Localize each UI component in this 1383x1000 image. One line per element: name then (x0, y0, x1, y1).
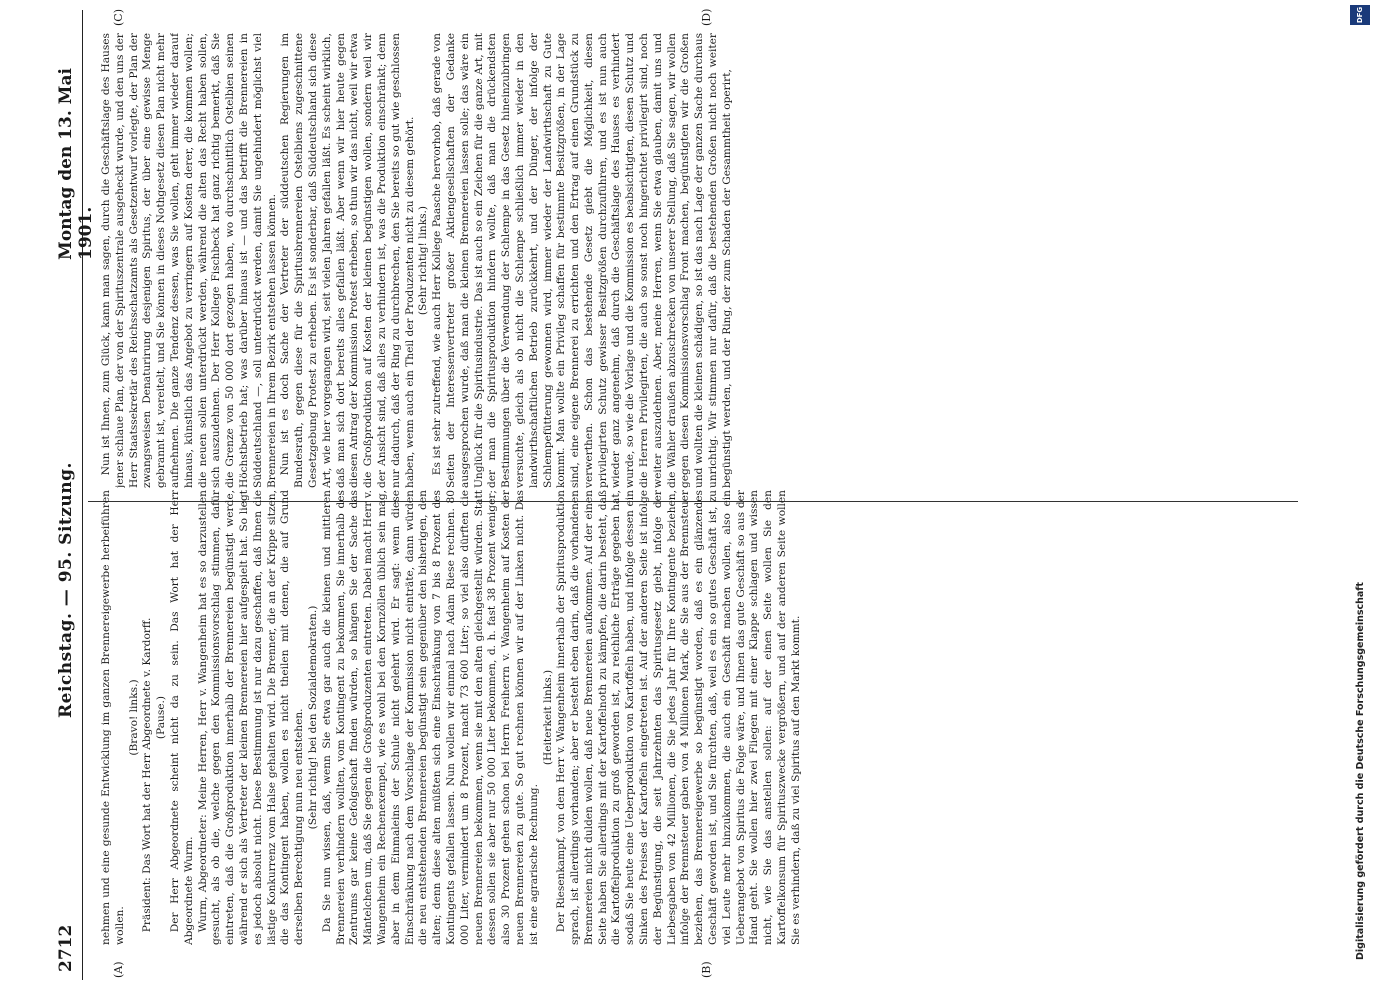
right-applause-1: (Sehr richtig! links.) (417, 205, 430, 316)
right-text-column (100, 33, 1335, 488)
digitization-credit: Digitalisierung gefördert durch die Deutsche Forschungsgemeinschaft (1355, 582, 1366, 960)
right-paragraph-3: Es ist sehr zutreffend, wie auch Herr Kollege Paasche hervorhob, daß gerade von Seiten der Interessenvertreter großer Aktiengesellschaften der Gedanke ausgesprochen wurde, daß man die kleinen Brennereien lassen solle; das wäre ein Unglück für die Spiritusindustrie. Das ist auch so ein Zeichen für die ganze Art, mit der man die Spiritusproduktion hindern wollte, daß man die drückendsten Bestimmungen über die Verwendung der Schlempe in das Gesetz hineinzubringen versuchte, gleich als ob nicht die Schlempe schließlich immer wieder in den landwirthschaftlichen Betrieb zurückkehrt, und der Dünger, der infolge der Schlempefütterung gewonnen wird, immer wieder der Landwirthschaft zu Gute kommt. Man wollte ein Privileg schaffen für bestimmte Besitzgrößen, in der Lage sind, eine eigene Brennerei zu errichten und den Ertrag auf einen Grundstück zu verwerthen. Schon das bestehende Gesetz giebt die Möglichkeit, diesen privilegirten Schutz gewisser Besitzgrößen durchzuführen, und es ist nun auch wieder ganz angenehm, daß durch die Geschäftslage des Hauses es verhindert wurde, so wie die Vorlage und die Kommission es beabsichtigten, diesen Schutz und die Herren Privilegirten, die auch so sonst noch hingerichtet privilegirt sind, noch weiter auszudehnen. Aber, meine Herren, wenn Sie etwa glauben, damit uns und die Wähler draußen abzuschrecken von unserer Stellung, daß Sie sagen, wir wollen gegen diesen Kommissionsvorschlag Front machen, begünstigten wir die Großen und wollten die kleinen schädigen, so ist das nach Lage der ganzen Sache durchaus unrichtig. Wir stimmen nur dafür, daß die bestehenden Großen nicht noch weiter begünstigt werden, und der Ring, der zum Schaden der Gesammtheit operirt, (431, 33, 733, 488)
page-header (52, 10, 96, 980)
left-paragraph-4: Wurm, Abgeordneter: Meine Herren, Herr v. Wangenheim hat es so darzustellen gesucht, als ob die, welche gegen den Kommissionsvorschlag stimmen, dafür eintreten, daß die Großproduktion innerhalb der Brennereien begünstigt werde, während er sich als Vertreter der kleinen Brennereien hier aufgespielt hat. So liegt es jedoch absolut nicht. Diese Bestimmung ist nur dazu geschaffen, daß Ihnen die lästige Konkurrenz vom Halse gehalten wird. Die Brenner, die an der Krippe sitzen, die das Kontingent haben, wollen es nicht theilen mit denen, die auf Grund derselben Berechtigung nun neu entstehen. (196, 490, 306, 945)
dfg-logo: DFG (1350, 5, 1370, 25)
left-paragraph-6: Der Riesenkampf, von dem Herr v. Wangenheim innerhalb der Spiritusproduktion sprach, ist allerdings vorhanden; aber er besteht eben darin, daß die vorhandenen Brennereien nicht dulden wollen, daß neue Brennereien aufkommen. Auf der einen Seite haben Sie allerdings mit der Kartoffelnoth zu kämpfen, die darin besteht, daß die Kartoffelproduktion zu groß geworden ist, zu reichliche Erträge gegeben hat, sodaß Sie heute eine Ueberproduktion von Kartoffeln haben, und infolge dessen ein Sinken des Preises der Kartoffeln eingetreten ist. Auf der anderen Seite ist infolge der Begünstigung, die seit Jahrzehnten das Spiritusgesetz giebt, infolge der Liebesgaben von 42 Millionen, die Sie jedes Jahr für Ihre Kontingente beziehen, infolge der Brennsteuer gaben von 4 Millionen Mark, die Sie aus der Brennsteuer beziehen, das Brennereigewerbe so begünstigt worden, daß es ein glänzendes Geschäft geworden ist, und Sie fürchten, daß, weil es ein so gutes Geschäft ist, zu viel Leute mehr hinzukommen, die auch ein Geschäft machen wollen, also ein Ueberangebot von Spiritus die Folge wäre, und Ihnen das gute Geschäft so aus der Hand geht. Sie wollen hier zwei Fliegen mit einer Klappe schlagen und wissen nicht, wie Sie das anstellen sollen: auf der einen Seite wollen Sie den Kartoffelkonsum für Spirituszwecke vergrößern, und auf der anderen Seite wollen Sie es verhindern, daß zu viel Spiritus auf den Markt kommt. (555, 490, 802, 945)
session-title: Reichstag. — 95. Sitzung. (56, 462, 76, 718)
left-paragraph-1: nehmen und eine gesunde Entwicklung im ganzen Brennereigewerbe herbeiführen wollen. (100, 490, 126, 945)
left-applause-1: (Bravo! links.) (127, 679, 140, 756)
left-laughter: (Heiterkeit links.) (541, 669, 554, 766)
margin-marker-c: (C) (112, 9, 125, 26)
margin-marker-b: (B) (700, 961, 713, 978)
margin-marker-a: (A) (112, 961, 125, 978)
page-number: 2712 (56, 924, 76, 972)
left-applause-2: (Sehr richtig! bei den Sozialdemokraten.) (306, 605, 319, 830)
left-text-column (100, 490, 1335, 945)
left-paragraph-3: Der Herr Abgeordnete scheint nicht da zu sein. Das Wort hat der Herr Abgeordnete Wurm. (168, 490, 195, 945)
right-paragraph-1: Nun ist Ihnen, zum Glück, kann man sagen, durch die Geschäftslage des Hauses jener schlaue Plan, der von der Spirituszentrale ausgeheckt wurde, und den uns der Herr Staatssekretär des Reichsschatzamts als Gesetzentwurf vorlegte, der Plan der zwangsweisen Denaturirung desjenigen Spiritus, der über eine gewisse Menge gebrannt ist, vereitelt, und Sie können in dieses Nothgesetz diesen Plan nicht mehr aufnehmen. Die ganze Tendenz dessen, was Sie wollen, geht immer wieder darauf hinaus, künstlich das Angebot zu verringern auf Kosten derer, die kommen wollen; die neuen sollen unterdrückt werden, während die alten das Recht haben sollen, sich auszudehnen. Der Herr Kollege Fischbeck hat ganz richtig bemerkt, daß Sie die Grenze von 50 000 dort gezogen haben, wo durchschnittlich Ostelbien seinen Höchstbetrieb hat; was darüber hinaus ist — und das betrifft die Brennereien in Süddeutschland —, soll unterdrückt werden, damit Sie ungehindert möglichst viel Brennereien in Ihrem Bezirk entstehen lassen können. (100, 33, 278, 488)
right-paragraph-2: Nun ist es doch Sache der Vertreter der süddeutschen Regierungen im Bundesrath, gegen diese für die Spiritusbrennereien Ostelbiens zugeschnittene Gesetzgebung Protest zu erheben. Es ist sonderbar, daß Süddeutschland sich diese Art, wie hier vorgegangen wird, seit vielen Jahren gefallen läßt. Es scheint wirklich, daß man sich dort bereits alles gefallen läßt. Aber wenn wir hier heute gegen diesen Antrag der Kommission Protest erheben, so thun wir das nicht, weil wir etwa die Großproduktion auf Kosten der kleinen begünstigen wollen, sondern weil wir der Ansicht sind, daß alles zu verhindern ist, was die Produktion einschränkt; denn nur dadurch, daß der Ring zu durchbrechen, den Sie bereits so gut wie geschlossen haben, wenn auch ein Theil der Produzenten nicht zu diesem gehört. (279, 33, 416, 488)
margin-marker-d: (D) (700, 8, 713, 26)
session-date: Montag den 13. Mai 1901. (56, 68, 96, 260)
left-pause: (Pause.) (155, 695, 168, 740)
left-paragraph-2: Präsident: Das Wort hat der Herr Abgeordnete v. Kardorff. (141, 617, 154, 933)
left-paragraph-5: Da Sie nun wissen, daß, wenn Sie etwa gar auch die kleinen und mittleren Brennereien verhindern wollten, vom Kontingent zu bekommen, Sie innerhalb des Zentrums gar keine Gefolgschaft finden würden, so hängen Sie der Sache das Mäntelchen um, daß Sie gegen die Großproduzenten eintreten. Dabei macht Herr v. Wangenheim ein Rechenexempel, wie es wohl bei den Kornzöllen üblich sein mag, aber in dem Einmaleins der Schule nicht gelehrt wird. Er sagt: wenn diese Einschränkung nach dem Vorschlage der Kommission nicht einträte, dann würden die neu entstehenden Brennereien begünstigt sein gegenüber den bisherigen, den alten; denn diese alten müßten sich eine Einschränkung von 7 bis 8 Prozent des Kontingents gefallen lassen. Nun wollen wir einmal nach Adam Riese rechnen. 80 000 Liter, vermindert um 8 Prozent, macht 73 600 Liter; so viel also dürften die neuen Brennereien bekommen, wenn sie mit den alten gleichgestellt würden. Statt dessen sollen sie aber nur 50 000 Liter bekommen, d. h. fast 38 Prozent weniger; also 30 Prozent gehen schon bei Herrn Freiherrn v. Wangenheim auf Kosten der neuen Brennereien zu gute. So gut rechnen können wir auf der Linken nicht. Das ist eine agrarische Rechnung. (320, 490, 540, 945)
